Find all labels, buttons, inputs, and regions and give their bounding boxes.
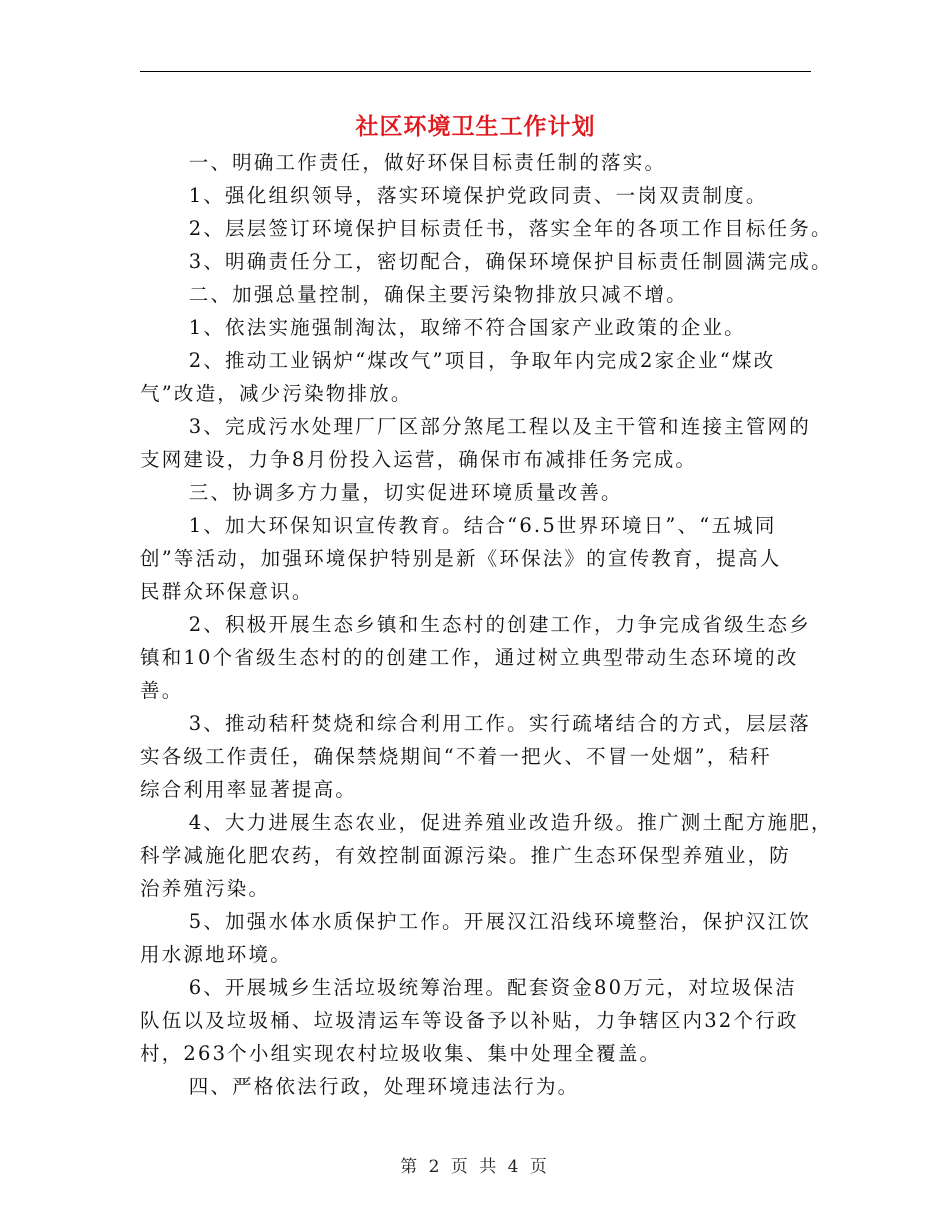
- paragraph-line: 2、推动工业锅炉“煤改气”项目，争取年内完成2家企业“煤改: [188, 349, 776, 372]
- paragraph: [140, 476, 811, 509]
- document-body: [140, 146, 833, 1103]
- paragraph: [140, 245, 833, 278]
- paragraph: [140, 311, 811, 344]
- paragraph: [140, 278, 811, 311]
- header-divider: [140, 71, 811, 72]
- paragraph-line: 三、协调多方力量，切实促进环境质量改善。: [188, 481, 623, 504]
- page-number-footer: 第 2 页 共 4 页: [400, 1157, 550, 1177]
- paragraph-line: 3、推动秸秆焚烧和综合利用工作。实行疏堵结合的方式，层层落: [188, 712, 811, 735]
- paragraph: [140, 410, 811, 476]
- paragraph: [140, 905, 811, 971]
- paragraph-line: 3、完成污水处理厂厂区部分煞尾工程以及主干管和连接主管网的: [188, 415, 811, 438]
- paragraph-line: 支网建设，力争8月份投入运营，确保市布减排任务完成。: [140, 448, 698, 471]
- paragraph-line: 用水源地环境。: [140, 943, 292, 966]
- paragraph-line: 四、严格依法行政，处理环境违法行为。: [188, 1075, 580, 1098]
- document-title: 社区环境卫生工作计划: [355, 113, 596, 140]
- paragraph-line: 综合利用率显著提高。: [140, 778, 358, 801]
- paragraph: [140, 707, 811, 806]
- paragraph: [140, 212, 833, 245]
- paragraph-line: 镇和10个省级生态村的的创建工作，通过树立典型带动生态环境的改: [140, 646, 799, 669]
- paragraph-line: 民群众环保意识。: [140, 580, 314, 603]
- paragraph: [140, 971, 811, 1070]
- paragraph: [140, 806, 833, 905]
- paragraph-line: 实各级工作责任，确保禁烧期间“不着一把火、不冒一处烟”，秸秆: [140, 745, 772, 768]
- paragraph: [140, 344, 811, 410]
- paragraph-line: 一、明确工作责任，做好环保目标责任制的落实。: [188, 151, 667, 174]
- paragraph-line: 1、加大环保知识宣传教育。结合“6.5世界环境日”、“五城同: [188, 514, 777, 537]
- paragraph-line: 2、积极开展生态乡镇和生态村的创建工作，力争完成省级生态乡: [188, 613, 811, 636]
- paragraph-line: 治养殖污染。: [140, 877, 271, 900]
- paragraph: [140, 1070, 811, 1103]
- paragraph-line: 村，263个小组实现农村垃圾收集、集中处理全覆盖。: [140, 1042, 662, 1065]
- paragraph-line: 气”改造，减少污染物排放。: [140, 382, 413, 405]
- paragraph-line: 队伍以及垃圾桶、垃圾清运车等设备予以补贴，力争辖区内32个行政: [140, 1009, 799, 1032]
- paragraph-line: 2、层层签订环境保护目标责任书，落实全年的各项工作目标任务。: [188, 217, 833, 240]
- paragraph: [140, 608, 811, 707]
- paragraph: [140, 509, 811, 608]
- paragraph-line: 6、开展城乡生活垃圾统筹治理。配套资金80万元，对垃圾保洁: [188, 976, 797, 999]
- paragraph-line: 1、强化组织领导，落实环境保护党政同责、一岗双责制度。: [188, 184, 768, 207]
- paragraph-line: 4、大力进展生态农业，促进养殖业改造升级。推广测土配方施肥，: [188, 811, 833, 834]
- paragraph: [140, 146, 811, 179]
- paragraph-line: 科学减施化肥农药，有效控制面源污染。推广生态环保型养殖业，防: [140, 844, 792, 867]
- paragraph-line: 3、明确责任分工，密切配合，确保环境保护目标责任制圆满完成。: [188, 250, 833, 273]
- paragraph-line: 善。: [140, 679, 184, 702]
- paragraph-line: 1、依法实施强制淘汰，取缔不符合国家产业政策的企业。: [188, 316, 746, 339]
- paragraph: [140, 179, 811, 212]
- paragraph-line: 二、加强总量控制，确保主要污染物排放只减不增。: [188, 283, 688, 306]
- paragraph-line: 5、加强水体水质保护工作。开展汉江沿线环境整治，保护汉江饮: [188, 910, 811, 933]
- paragraph-line: 创”等活动，加强环境保护特别是新《环保法》的宣传教育，提高人: [140, 547, 782, 570]
